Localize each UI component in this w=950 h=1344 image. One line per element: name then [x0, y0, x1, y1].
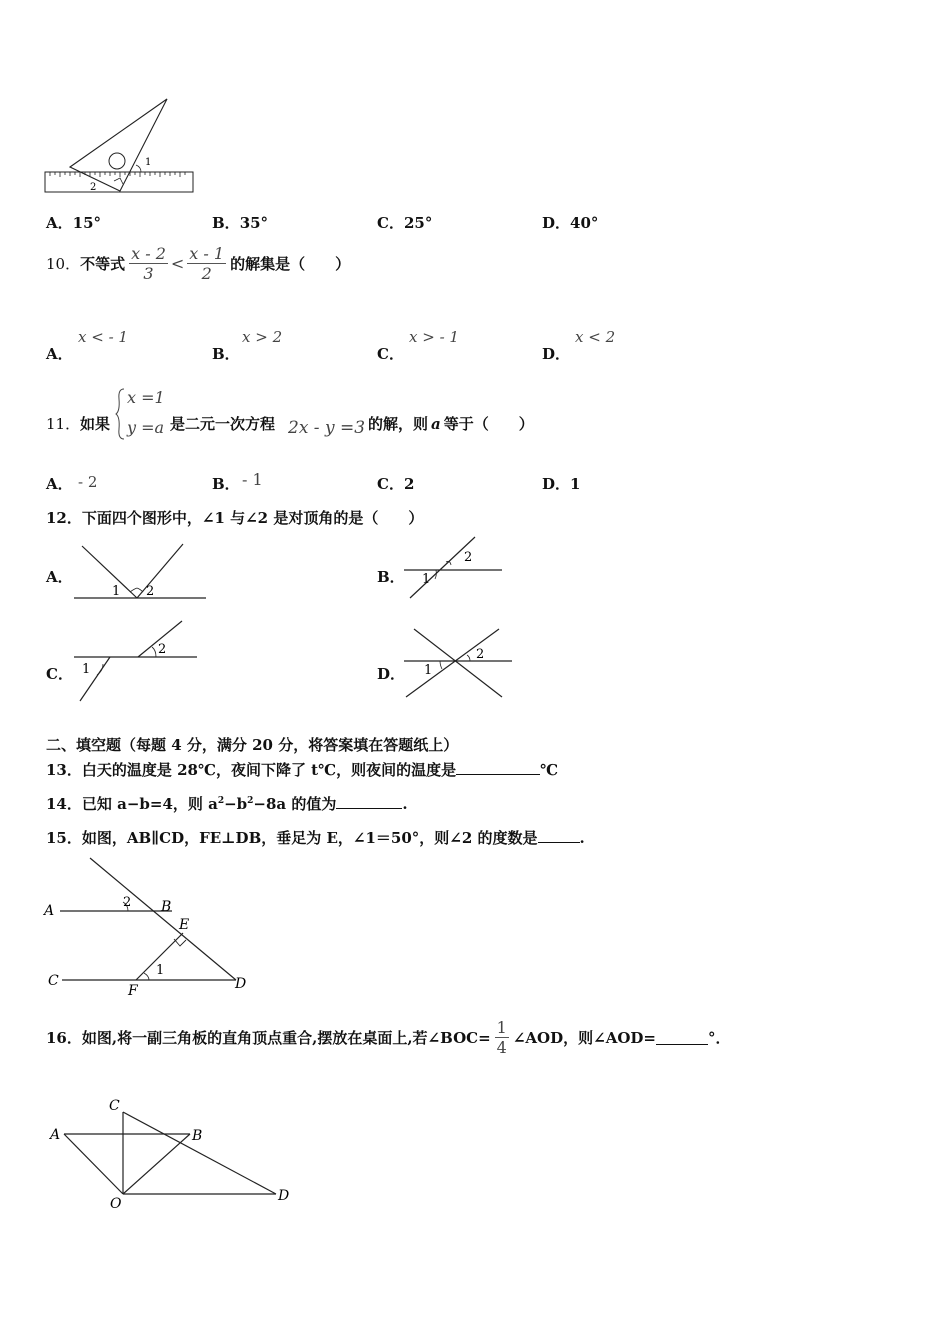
q16-figure: [40, 1092, 300, 1217]
q13-answer-blank[interactable]: [456, 760, 540, 775]
q11-option-a: A．: [46, 475, 73, 493]
q10-option-b-value: x > 2: [242, 328, 283, 346]
q9-option-c: C．25°: [377, 214, 433, 232]
q13-stem: 13．白天的温度是 28℃，夜间下降了 t℃，则夜间的温度是 ℃: [46, 761, 559, 779]
q11-system-line1: x =1: [127, 388, 165, 407]
svg-text:A: A: [50, 1127, 61, 1143]
q12-option-d: D．: [377, 665, 406, 683]
ruler: [45, 172, 193, 192]
q10-number: 10．: [46, 255, 81, 273]
q16-fraction: $\frac{1}{4}$: [496, 1018, 507, 1057]
svg-text:2: 2: [123, 895, 132, 910]
q12-figure-d: [400, 625, 515, 701]
ruler-ticks: [50, 172, 185, 177]
q12-option-b: B．: [377, 568, 405, 586]
q10-option-b: B．: [212, 345, 240, 363]
svg-text:1: 1: [112, 584, 121, 599]
section2-title: 二、填空题（每题 4 分，满分 20 分，将答案填在答题纸上）: [46, 736, 459, 754]
set-square: [70, 99, 167, 191]
q9-figure: [40, 95, 200, 200]
q12-figure-a: [70, 538, 210, 604]
q10-option-c-value: x > - 1: [409, 328, 459, 346]
q11-suffix: 的解，则 a 等于（ ）: [368, 415, 534, 433]
svg-text:1: 1: [422, 572, 431, 587]
q10-option-d: D．: [542, 345, 571, 363]
q11-number: 11．: [46, 415, 81, 433]
svg-text:2: 2: [146, 584, 155, 599]
q10-rhs-fraction: $\frac{x - 1}{2}$: [189, 244, 225, 283]
q15-figure: [40, 850, 260, 1000]
q10-option-a-value: x < - 1: [78, 328, 128, 346]
q11-equation: 2x - y =3: [288, 418, 366, 438]
svg-text:1: 1: [424, 663, 433, 678]
q9-option-d: D．40°: [542, 214, 599, 232]
q10-operator: <: [170, 254, 185, 273]
svg-text:B: B: [192, 1128, 203, 1144]
q11-option-b-value: - 1: [242, 470, 263, 489]
svg-text:2: 2: [158, 642, 167, 657]
q11-system-line2: y =a: [127, 418, 165, 437]
q11-option-a-value: - 2: [78, 473, 98, 491]
set-square-hole: [109, 153, 125, 169]
q10-prefix: 不等式: [80, 255, 126, 273]
q11-mid: 是二元一次方程: [170, 415, 276, 433]
svg-text:O: O: [110, 1196, 122, 1212]
q10-stem: [46, 244, 350, 283]
svg-text:E: E: [179, 917, 190, 933]
q14-answer-blank[interactable]: [336, 794, 402, 809]
svg-text:A: A: [44, 903, 55, 919]
angle-2-label: 2: [90, 182, 97, 193]
q11-option-c: C．2: [377, 475, 415, 493]
q10-option-a: A．: [46, 345, 73, 363]
svg-text:F: F: [128, 983, 138, 999]
q9-option-a: A．15°: [46, 214, 102, 232]
q9-option-b: B．35°: [212, 214, 269, 232]
q14-stem: 14．已知 a−b=4，则 $a^2-b^2-8a$ 的值为 .: [46, 795, 408, 813]
svg-text:D: D: [235, 976, 247, 992]
q10-suffix: 的解集是（ ）: [230, 255, 351, 273]
q16-answer-blank[interactable]: [656, 1030, 708, 1045]
q15-answer-blank[interactable]: [538, 828, 580, 843]
q12-figure-b: [400, 535, 510, 601]
q11-prefix: 如果: [80, 415, 111, 433]
q11-option-d: D．1: [542, 475, 581, 493]
svg-text:C: C: [48, 973, 59, 989]
svg-text:D: D: [278, 1188, 290, 1204]
q12-figure-c: [70, 617, 200, 703]
angle-1-arc: [136, 165, 141, 172]
q10-option-c: C．: [377, 345, 404, 363]
angle-1-label: 1: [145, 157, 152, 168]
q10-option-d-value: x < 2: [575, 328, 616, 346]
svg-text:1: 1: [156, 963, 165, 978]
q11-option-b: B．: [212, 475, 240, 493]
right-angle-mark: [114, 178, 123, 184]
svg-text:B: B: [161, 899, 172, 915]
svg-text:2: 2: [476, 647, 485, 662]
svg-text:C: C: [109, 1098, 120, 1114]
q12-option-a: A．: [46, 568, 73, 586]
q12-stem: 12．下面四个图形中，∠1 与∠2 是对顶角的是（ ）: [46, 509, 424, 527]
q11-brace: [114, 387, 126, 441]
q12-option-c: C．: [46, 665, 73, 683]
q15-stem: 15．如图，AB∥CD，FE⊥DB，垂足为 E，∠1＝50°，则∠2 的度数是 .: [46, 829, 585, 847]
svg-text:1: 1: [82, 662, 91, 677]
q10-lhs-fraction: $\frac{x - 2}{3}$: [131, 244, 166, 283]
q16-stem: 16．如图,将一副三角板的直角顶点重合,摆放在桌面上,若∠BOC= $\frac{1}{4}$ ∠AOD，则∠AOD= °．: [46, 1018, 731, 1057]
svg-text:2: 2: [464, 550, 473, 565]
